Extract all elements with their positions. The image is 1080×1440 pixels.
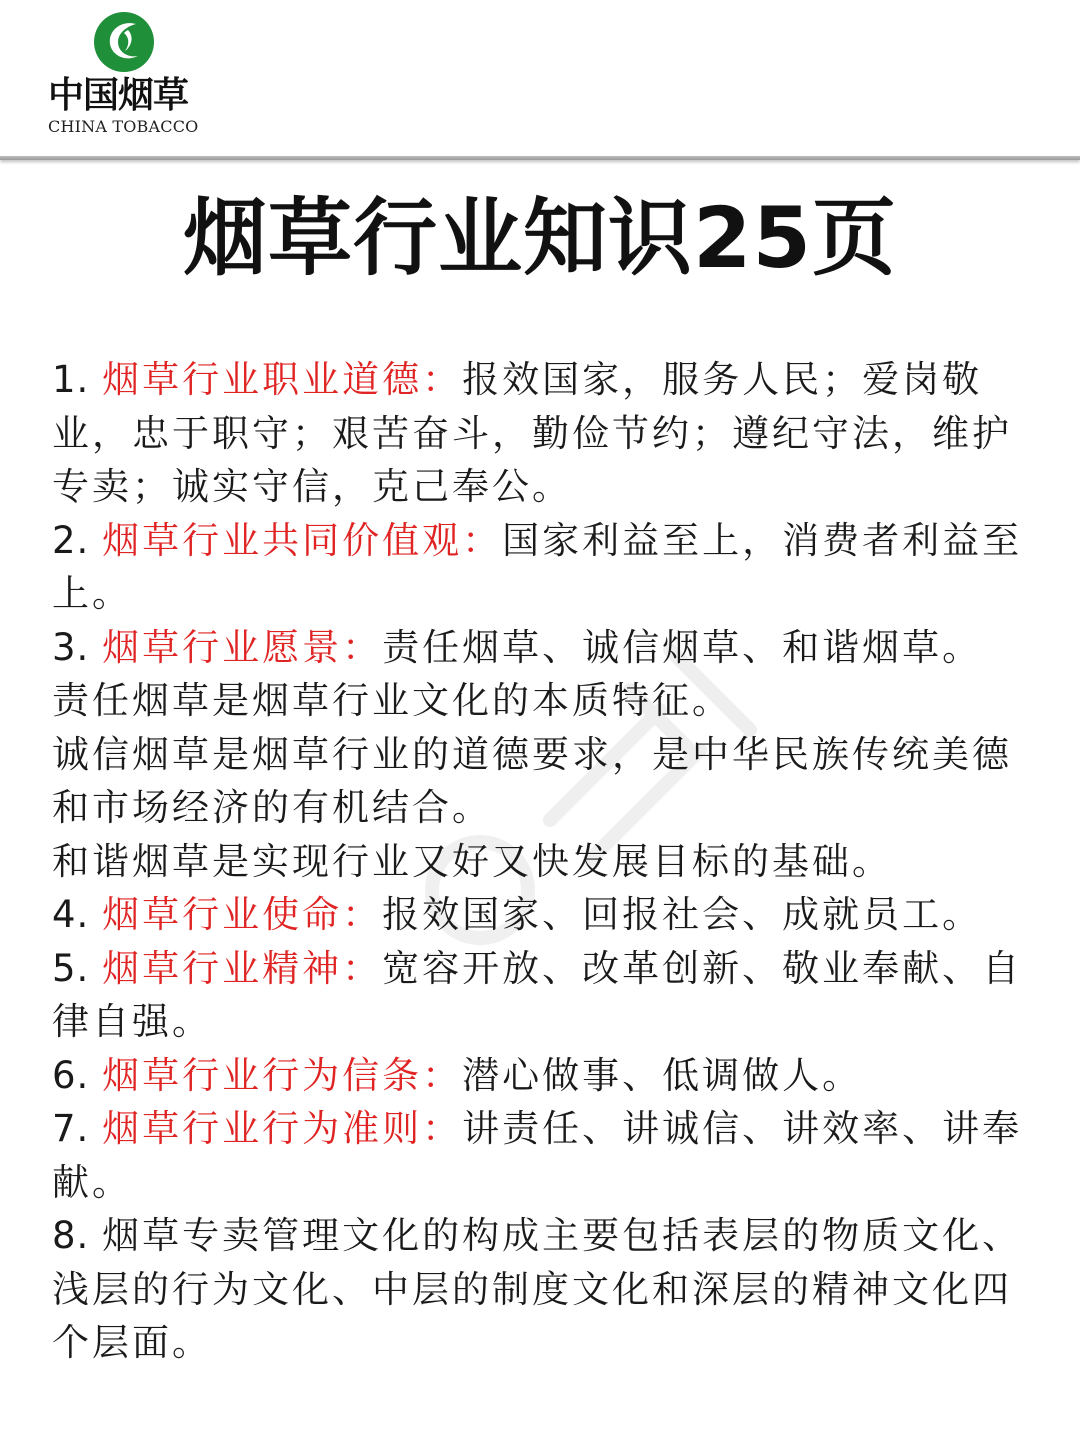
item-text: 国家利益至上，消费者利益至上。: [52, 518, 1023, 615]
item-number: 6.: [52, 1053, 103, 1097]
list-item: [52, 1209, 1032, 1370]
item-detail: 诚信烟草是烟草行业的道德要求，是中华民族传统美德和市场经济的有机结合。: [52, 732, 1012, 829]
item-number: 4.: [52, 893, 103, 936]
item-number: 8.: [52, 1214, 103, 1257]
item-heading: 烟草行业行为准则：: [102, 1107, 463, 1150]
list-item: [52, 1102, 1032, 1209]
item-heading: 烟草行业行为信条：: [102, 1053, 463, 1097]
item-text: 宽容开放、改革创新、敬业奉献、自律自强。: [52, 946, 1023, 1043]
item-heading: 烟草行业愿景：: [102, 625, 383, 669]
item-number: 7.: [52, 1107, 103, 1150]
item-heading: 烟草行业使命：: [102, 893, 383, 936]
list-item: [52, 1049, 1032, 1103]
item-detail: 责任烟草是烟草行业文化的本质特征。: [52, 679, 732, 722]
list-item: [52, 353, 1032, 514]
logo-chinese-name: 中国烟草: [48, 75, 189, 116]
item-number: 2.: [52, 518, 103, 562]
item-text: 潜心做事、低调做人。: [462, 1053, 863, 1097]
list-item: [52, 621, 1032, 675]
china-tobacco-leaf-logo-icon: [92, 10, 156, 74]
item-number: 5.: [52, 946, 103, 990]
item-text: 讲责任、讲诚信、讲效率、讲奉献。: [52, 1107, 1023, 1204]
page-title: 烟草行业知识25页: [183, 189, 897, 287]
item-number: 1.: [52, 358, 103, 401]
item-number: 3.: [52, 625, 103, 669]
item-detail: 和谐烟草是实现行业又好又快发展目标的基础。: [52, 839, 892, 883]
logo-english-name: CHINA TOBACCO: [48, 117, 199, 136]
list-item: [52, 888, 1032, 942]
item-heading: 烟草行业职业道德：: [102, 358, 463, 401]
list-item: [52, 942, 1032, 1049]
item-heading: 烟草行业精神：: [102, 946, 383, 990]
header-divider: [0, 156, 1080, 160]
item-text: 报效国家、回报社会、成就员工。: [382, 893, 983, 936]
china-tobacco-logo: [46, 10, 206, 140]
knowledge-content: [52, 353, 1032, 1370]
item-text: 报效国家，服务人民；爱岗敬业，忠于职守；艰苦奋斗，勤俭节约；遵纪守法，维护专卖；诚实守信，克己奉公。: [52, 358, 1012, 508]
item-text: 责任烟草、诚信烟草、和谐烟草。: [382, 625, 983, 669]
item-heading: 烟草行业共同价值观：: [102, 518, 503, 562]
item-text: 烟草专卖管理文化的构成主要包括表层的物质文化、浅层的行为文化、中层的制度文化和深层的精神文化四个层面。: [52, 1214, 1023, 1364]
list-item: [52, 514, 1032, 621]
